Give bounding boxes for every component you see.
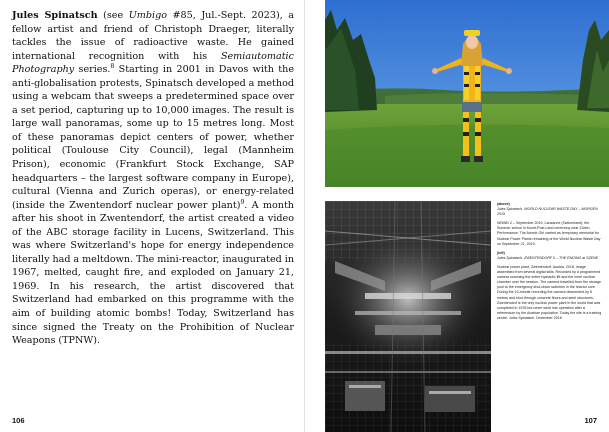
article-body bbox=[12, 9, 294, 348]
caption-left bbox=[497, 251, 603, 261]
photo-reactor-interior-image bbox=[325, 201, 491, 432]
footnote-ref: 8 bbox=[110, 63, 115, 70]
text-segment: #85, Jul.-Sept. 2023), a fellow artist and friend of Christoph Draeger, literally tackles the issue of radioactive waste. He gained international recognition with his bbox=[12, 10, 294, 62]
text-segment: . A month after his shoot in Zwentendorf, the artist created a video of the ABC storage facility in Lucens, Switzerland. This was where Switzerland's hope for energy independence literally had a meltdown. The mini-reactor, inaugurated in 1967, melted, caught fire, and exploded on January 21, 1969. In his research, the artist discovered that Switzerland had embarked on this programme with the aim of building atomic bombs! Today, Switzerland has since signed the Treaty on the Prohibition of Nuclear Weapons (TPNW). bbox=[12, 199, 294, 347]
text-segment: Starting in 2001 in Davos with the anti-globalisation protests, Spinatsch developed a method using a webcam that sweeps a predetermined space over a set period, capturing up to 10,000 images. The result is large wall panoramas, some up to 15 metres long. Most of these panoramas depict centers of power, whether political (Toulouse City Council), legal (Mannheim Prison), economic (Frankfurt Stock Exchange, SAP headquarters – the largest software company in Europe), cultural (Vienna and Zurich operas), or energy-related (inside the Zwentendorf nuclear power plant) bbox=[12, 64, 294, 211]
caption-text-above: WNWD 2 – September 2019, Lausanne (Switzerland); the Summer school in Kunst-Post-Land ceremony near Zürich. Performance: The Atomic Girl carried as temporary memorial for Nuclear Power Plants remaining of the World Nuclear Waste Day on September 21, 2019. bbox=[497, 221, 601, 246]
page-number-right: 107 bbox=[584, 416, 597, 425]
photo-reactor-interior bbox=[325, 201, 491, 432]
left-page bbox=[0, 0, 304, 432]
magazine-title: Umbigo bbox=[128, 10, 167, 21]
caption-text-left: Nuclear power plant, Zwentendorf, Austria, 2018, image assembled from several digital stills. Recorded by a programmed camera scanning the entire hydraulic lift and the inner nuclear chamber over the session. The camera travelled from the storage pool to the emergency shut-down switches in the reactor core. During the 10-minute recording the camera descended by 8 metres and shot through concrete floors and steel structures. Zwentendorf is the only nuclear power plant in the world that was completed in 1978 but never went into operation after a referendum by the Austrian population. Today the site is a training centre. Jules Spinatsch, December 2018 bbox=[497, 264, 602, 320]
caption-above bbox=[497, 202, 603, 217]
page-number-left: 106 bbox=[12, 416, 25, 425]
series-title: Semiautomatic Photography bbox=[12, 50, 294, 76]
caption-credit-left: Jules Spinatsch, ZWENTENDORF II – THE ENDING at SZENE bbox=[497, 255, 599, 260]
caption-label-above: (above) bbox=[497, 202, 510, 206]
photo-atomic-girl-field-image bbox=[325, 0, 609, 187]
footnote-ref: 9 bbox=[240, 198, 245, 206]
caption-label-left: (left) bbox=[497, 250, 505, 255]
photo-atomic-girl-field bbox=[325, 0, 609, 187]
photo-captions bbox=[497, 202, 603, 325]
text-segment: series. bbox=[74, 64, 111, 76]
author-name: Jules Spinatsch bbox=[12, 10, 98, 21]
caption-credit-above: Jules Spinatsch, WORLD NUCLEAR WASTE DAY – MORGEN 2019 bbox=[497, 207, 598, 217]
right-page bbox=[305, 0, 609, 432]
text-segment: (see bbox=[97, 10, 129, 21]
